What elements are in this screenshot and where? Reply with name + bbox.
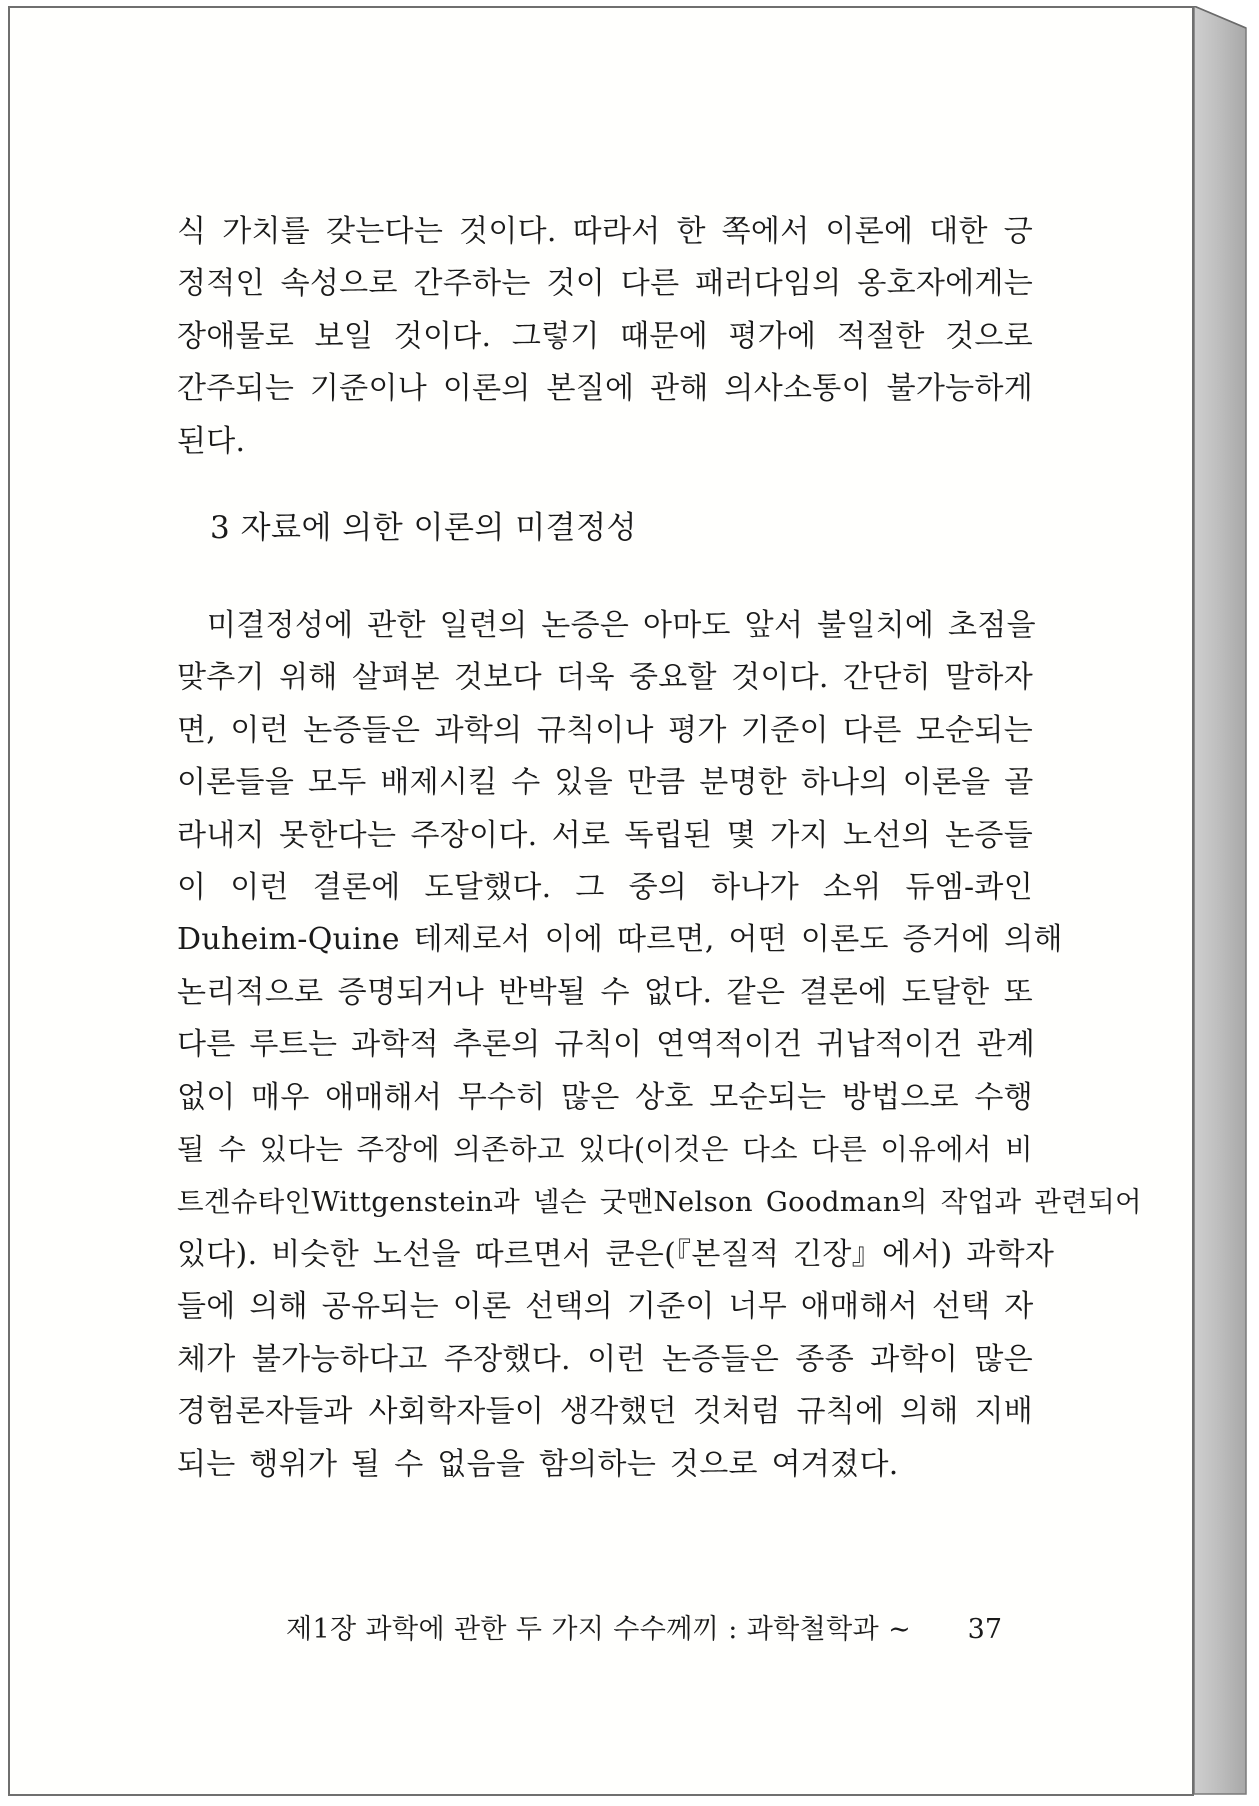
text-line: 된다. bbox=[177, 423, 246, 459]
text-line: 맞추기 위해 살펴본 것보다 더욱 중요할 것이다. 간단히 말하자 bbox=[177, 660, 1033, 696]
text-line: 정적인 속성으로 간주하는 것이 다른 패러다임의 옹호자에게는 bbox=[177, 266, 1033, 302]
paragraph-2 bbox=[177, 600, 1142, 1491]
text-line: 면, 이런 논증들은 과학의 규칙이나 평가 기준이 다른 모순되는 bbox=[177, 712, 1033, 748]
page-edge bbox=[1194, 6, 1252, 1796]
paragraph-2-text bbox=[177, 600, 1142, 1491]
page-edge-shape bbox=[1194, 6, 1252, 1796]
text-line: 장애물로 보일 것이다. 그렇기 때문에 평가에 적절한 것으로 bbox=[177, 318, 1033, 354]
paragraph-1 bbox=[177, 206, 1033, 468]
text-line: 되는 행위가 될 수 없음을 함의하는 것으로 여겨졌다. bbox=[177, 1446, 899, 1482]
paragraph-1-text bbox=[177, 206, 1033, 468]
text-line: 식 가치를 갖는다는 것이다. 따라서 한 쪽에서 이론에 대한 긍 bbox=[177, 214, 1033, 249]
text-line: Duheim-Quine 테제로서 이에 따르면, 어떤 이론도 증거에 의해 bbox=[177, 922, 1063, 958]
text-line: 없이 매우 애매해서 무수히 많은 상호 모순되는 방법으로 수행 bbox=[177, 1079, 1033, 1115]
text-line: 미결정성에 관한 일련의 논증은 아마도 앞서 불일치에 초점을 bbox=[207, 608, 1036, 643]
text-line: 들에 의해 공유되는 이론 선택의 기준이 너무 애매해서 선택 자 bbox=[177, 1289, 1034, 1325]
text-line: 될 수 있다는 주장에 의존하고 있다(이것은 다소 다른 이유에서 비 bbox=[177, 1133, 1033, 1167]
text-line: 이론들을 모두 배제시킬 수 있을 만큼 분명한 하나의 이론을 골 bbox=[177, 765, 1034, 801]
section-heading: 3 자료에 의한 이론의 미결정성 bbox=[210, 510, 637, 546]
text-line: 간주되는 기준이나 이론의 본질에 관해 의사소통이 불가능하게 bbox=[177, 371, 1033, 407]
text-line: 라내지 못한다는 주장이다. 서로 독립된 몇 가지 노선의 논증들 bbox=[177, 817, 1033, 853]
text-line: 다른 루트는 과학적 추론의 규칙이 연역적이건 귀납적이건 관계 bbox=[177, 1027, 1036, 1063]
text-line: 체가 불가능하다고 주장했다. 이런 논증들은 종종 과학이 많은 bbox=[177, 1341, 1033, 1377]
running-head: 제1장 과학에 관한 두 가지 수수께끼 : 과학철학과 ∼ bbox=[286, 1614, 912, 1645]
text-line: 이 이런 결론에 도달했다. 그 중의 하나가 소위 듀엠-콰인 bbox=[177, 870, 1033, 906]
page-number: 37 bbox=[967, 1614, 1002, 1645]
page-footer bbox=[286, 1610, 1002, 1650]
text-line: 논리적으로 증명되거나 반박될 수 없다. 같은 결론에 도달한 또 bbox=[177, 974, 1033, 1010]
text-line: 트겐슈타인Wittgenstein과 넬슨 굿맨Nelson Goodman의 작업과 관련되어 bbox=[177, 1186, 1142, 1219]
text-line: 경험론자들과 사회학자들이 생각했던 것처럼 규칙에 의해 지배 bbox=[177, 1394, 1033, 1430]
text-line: 있다). 비슷한 노선을 따르면서 쿤은(『본질적 긴장』에서) 과학자 bbox=[177, 1236, 1055, 1272]
